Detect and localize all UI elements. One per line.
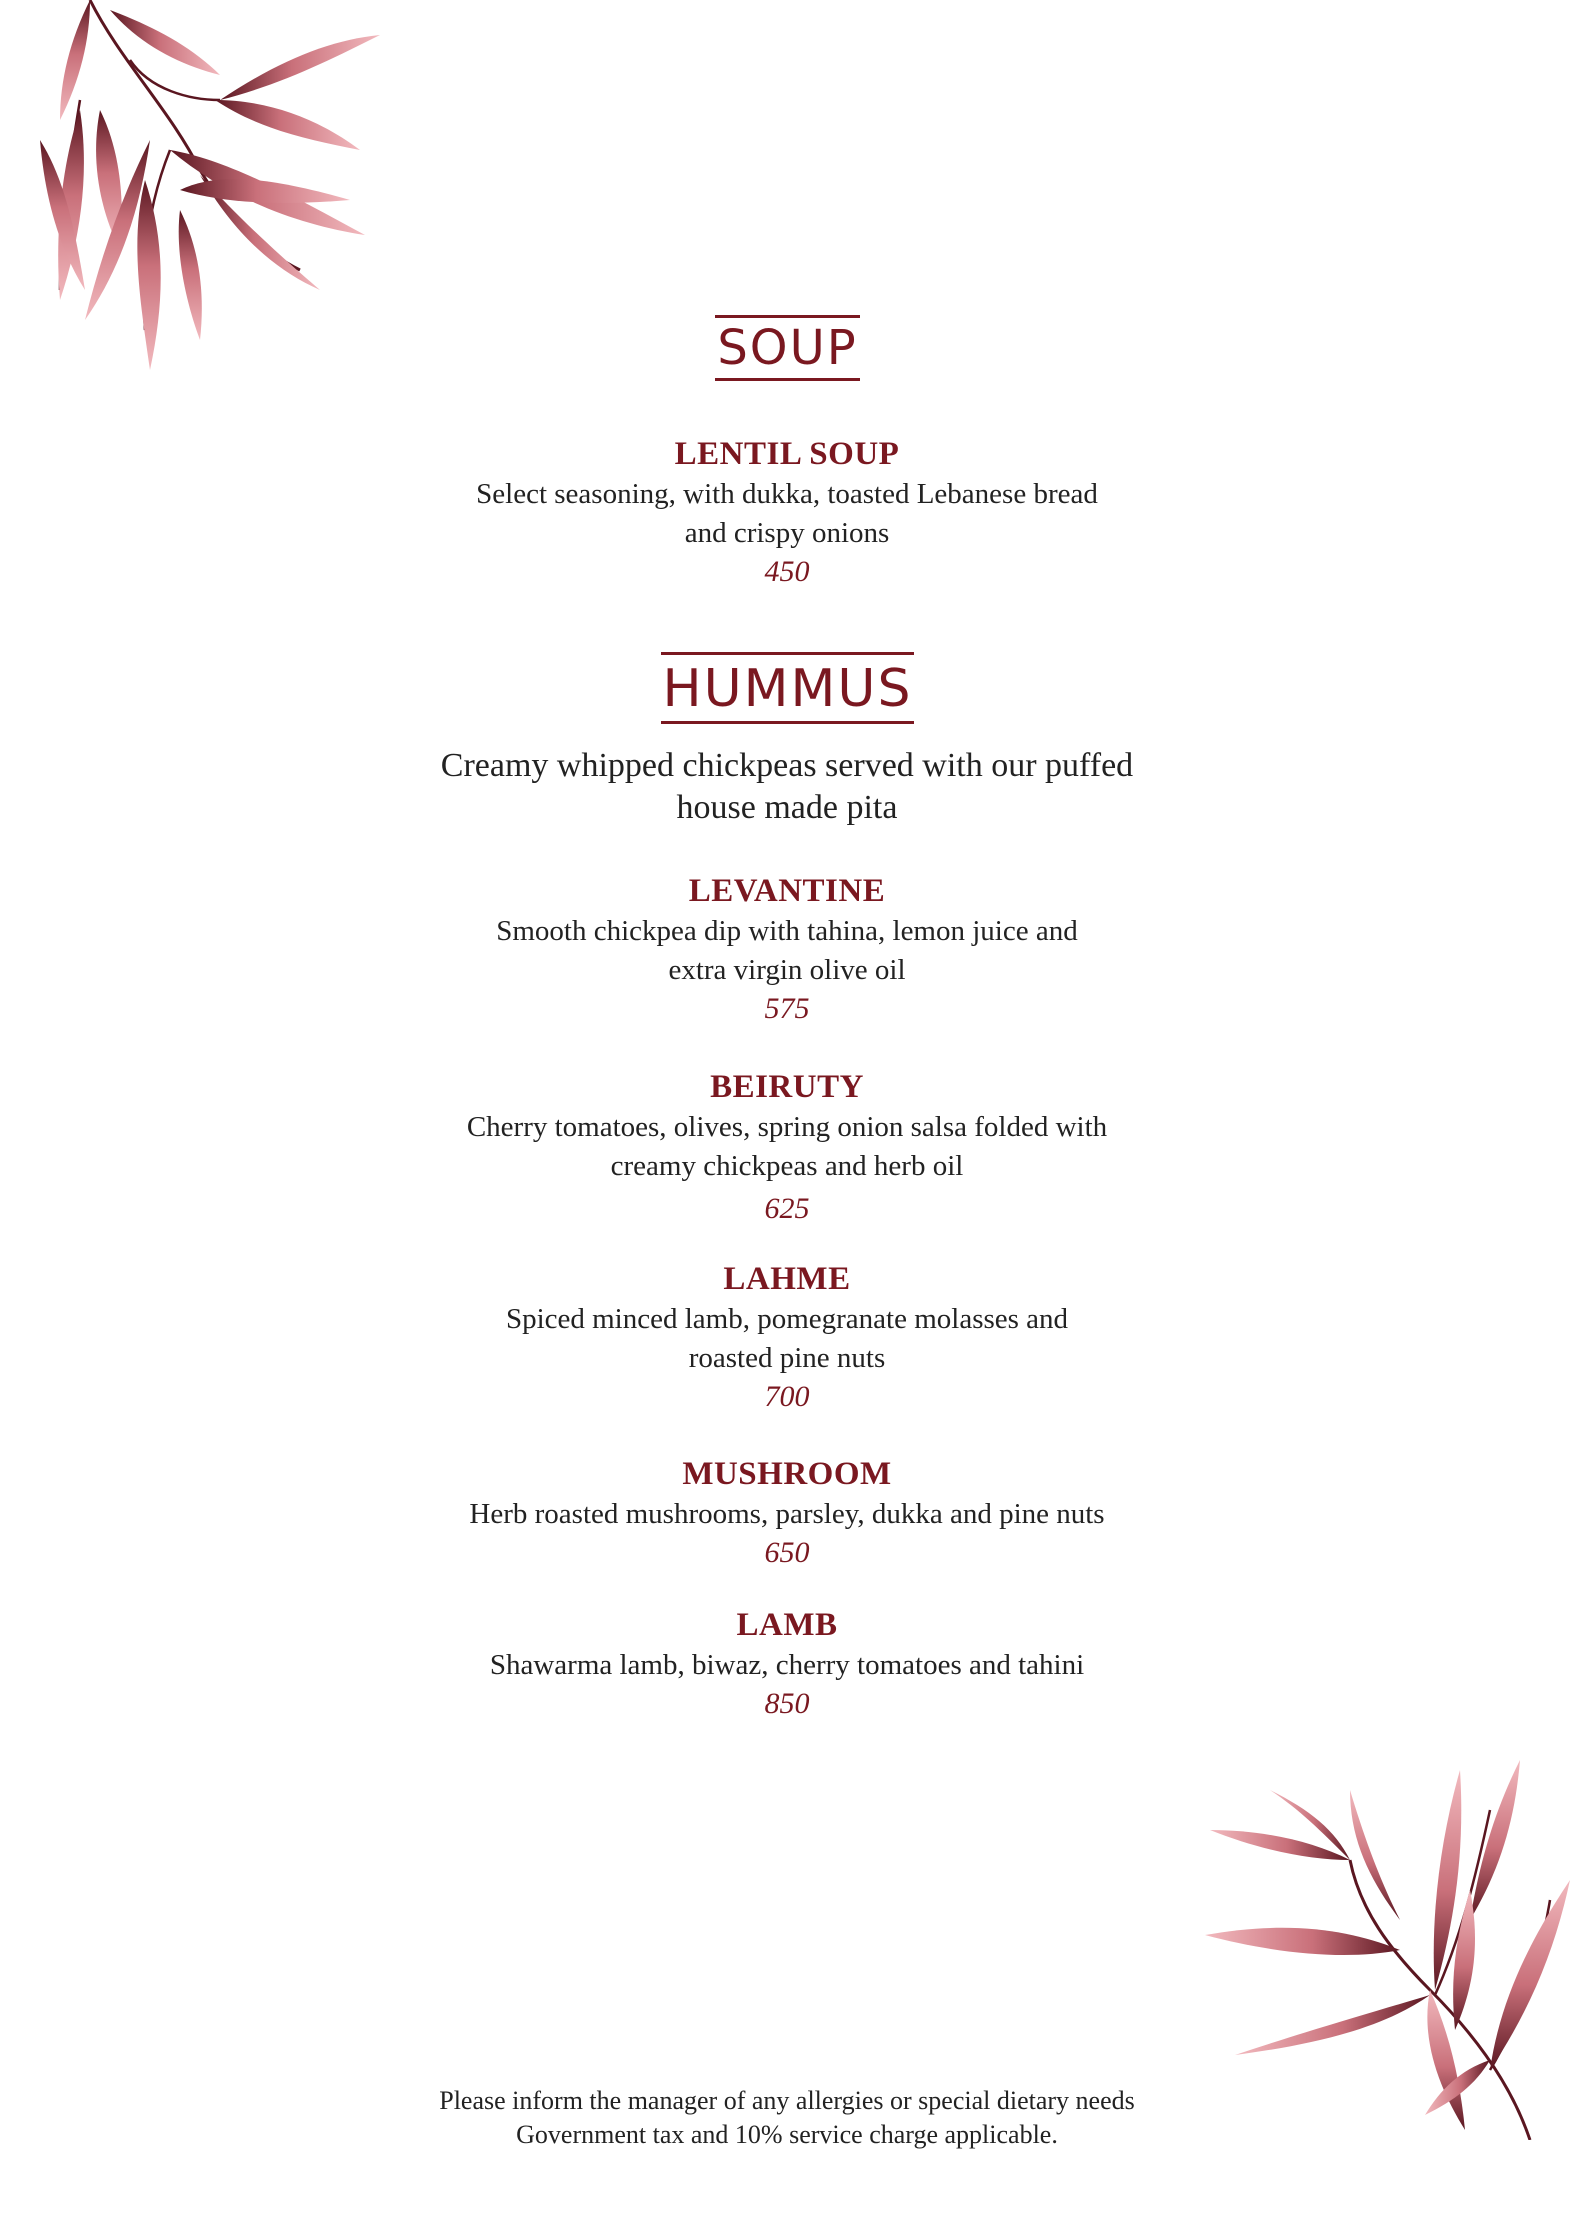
menu-item-lentil-soup <box>387 433 1187 591</box>
item-price: 850 <box>764 1687 810 1720</box>
intro-line: Creamy whipped chickpeas served with our puffed <box>440 747 1134 784</box>
item-desc: extra virgin olive oil <box>668 954 906 986</box>
item-name: LEVANTINE <box>688 873 886 909</box>
section-title-soup-text: SOUP <box>715 315 859 381</box>
menu-item-mushroom <box>387 1453 1187 1572</box>
item-name: BEIRUTY <box>710 1069 864 1105</box>
item-desc: Select seasoning, with dukka, toasted Lebanese bread <box>476 478 1098 510</box>
menu-item-lamb <box>387 1604 1187 1723</box>
footer-note <box>287 2084 1287 2152</box>
item-desc: Spiced minced lamb, pomegranate molasses and <box>505 1303 1069 1335</box>
item-desc: Shawarma lamb, biwaz, cherry tomatoes and tahini <box>489 1649 1085 1681</box>
section-title-soup <box>0 315 1575 381</box>
item-desc: Herb roasted mushrooms, parsley, dukka and pine nuts <box>469 1498 1105 1530</box>
item-desc: roasted pine nuts <box>688 1342 886 1374</box>
footer-allergy-note: Please inform the manager of any allergies or special dietary needs <box>439 2086 1135 2115</box>
footer-tax-note: Government tax and 10% service charge applicable. <box>516 2120 1058 2149</box>
menu-item-lahme <box>387 1258 1187 1416</box>
item-price: 650 <box>764 1536 810 1569</box>
item-price: 625 <box>764 1192 810 1225</box>
section-title-hummus <box>0 652 1575 724</box>
item-price: 700 <box>764 1380 810 1413</box>
intro-line: house made pita <box>676 789 898 826</box>
menu-item-levantine <box>387 870 1187 1028</box>
section-intro-hummus <box>387 745 1187 829</box>
menu-item-beiruty <box>387 1066 1187 1228</box>
item-desc: creamy chickpeas and herb oil <box>610 1150 964 1182</box>
item-price: 575 <box>764 992 810 1025</box>
item-desc: Smooth chickpea dip with tahina, lemon juice and <box>496 915 1078 947</box>
item-desc: and crispy onions <box>684 517 890 549</box>
leaf-branch-icon <box>1200 1740 1575 2140</box>
item-name: LAHME <box>723 1261 851 1297</box>
item-name: LAMB <box>736 1607 838 1643</box>
item-price: 450 <box>764 555 810 588</box>
item-name: MUSHROOM <box>682 1456 892 1492</box>
section-title-hummus-text: HUMMUS <box>661 652 915 724</box>
item-desc: Cherry tomatoes, olives, spring onion salsa folded with <box>466 1111 1108 1143</box>
item-name: LENTIL SOUP <box>674 436 900 472</box>
